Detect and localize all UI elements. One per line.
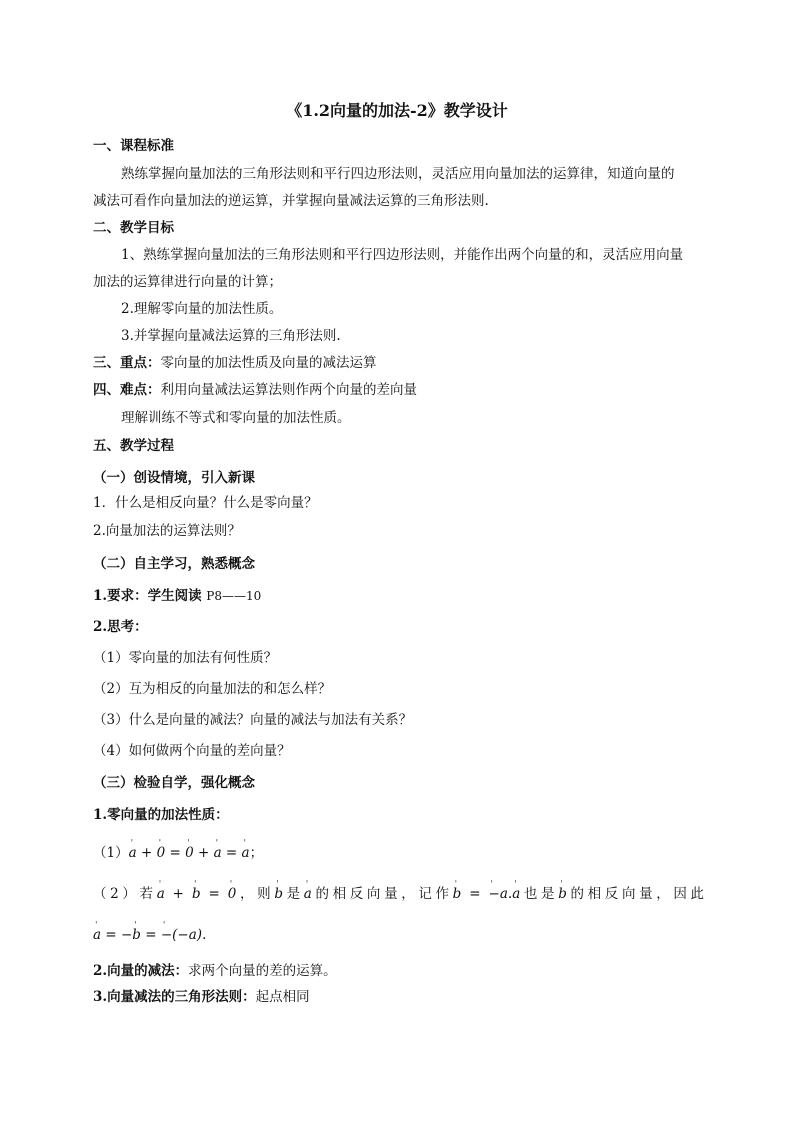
- vector-a: ' a: [512, 886, 520, 902]
- think-item-3: （3）什么是向量的减法？向量的减法与加法有关系？: [93, 712, 413, 728]
- vector-b: ' b: [558, 886, 567, 902]
- plus-sign: +: [193, 845, 214, 861]
- vector-a: ' a: [214, 845, 222, 861]
- difficulties-extra: 理解训练不等式和零向量的加法性质。: [121, 410, 351, 426]
- requirement-pages: P8——10: [206, 589, 262, 603]
- equals-sign: =: [221, 845, 242, 861]
- vector-b: ' b: [192, 886, 201, 902]
- think-label: 2.思考：: [93, 619, 148, 635]
- question-2: 2.向量加法的运算法则？: [93, 523, 241, 539]
- section-heading-curriculum: 一、课程标准: [93, 138, 174, 154]
- subtraction-row: [93, 961, 704, 981]
- part2-heading: （二）自主学习，熟悉概念: [93, 556, 255, 572]
- think-item-4: （4）如何做两个向量的差向量？: [93, 743, 291, 759]
- think-item-1: （1）零向量的加法有何性质？: [93, 650, 278, 666]
- requirement-row: [93, 586, 704, 606]
- question-1: 1．什么是相反向量？什么是零向量？: [93, 495, 318, 511]
- text-also: 也是: [520, 886, 559, 902]
- key-points-text: 零向量的加法性质及向量的减法运算: [160, 355, 377, 371]
- curriculum-para-line2: 减法可看作向量加法的逆运算，并掌握向量减法运算的三角形法则.: [93, 193, 489, 209]
- period: .: [507, 886, 513, 902]
- property-1-suffix: ；: [249, 845, 264, 861]
- goal1-line1: 1、熟练掌握向量加法的三角形法则和平行四边形法则，并能作出两个向量的和，灵活应用向量: [121, 247, 684, 263]
- goal1-line2: 加法的运算律进行向量的计算；: [93, 274, 282, 290]
- section-heading-key-points: 三、重点：: [93, 355, 161, 371]
- property-2-line2: [93, 925, 704, 945]
- equals-sign: =: [101, 927, 121, 943]
- equals-sign: =: [140, 927, 161, 943]
- goal2: 2.理解零向量的加法性质。: [121, 301, 283, 317]
- difficulties-text: 利用向量减法运算法则作两个向量的差向量: [160, 382, 417, 398]
- vector-a: ' a: [93, 927, 101, 943]
- triangle-rule-text: 起点相同: [255, 989, 310, 1005]
- property-2-prefix: （2）若: [93, 886, 157, 902]
- vector-a: ' a: [157, 886, 165, 902]
- part3-heading: （三）检验自学，强化概念: [93, 775, 255, 791]
- equals-sign: =: [461, 886, 489, 902]
- triangle-rule-label: 3.向量减法的三角形法则：: [93, 989, 256, 1005]
- subtraction-text: 求两个向量的差的运算。: [188, 963, 337, 979]
- vector-a: ' a: [304, 886, 312, 902]
- vector-a: ' a: [242, 845, 250, 861]
- vector-b: ' b: [274, 886, 283, 902]
- property-2-tail: .: [202, 927, 207, 943]
- requirement-label: 1.要求：学生阅读: [93, 588, 207, 604]
- minus-sign: −: [120, 927, 133, 943]
- negative-a: ' −a: [489, 886, 508, 902]
- document-title: 《1.2向量的加法-2》教学设计: [286, 101, 508, 120]
- key-points-row: [93, 353, 704, 373]
- vector-b: ' b: [453, 886, 462, 902]
- property-1-prefix: （1）: [93, 845, 129, 861]
- section-heading-process: 五、教学过程: [93, 438, 174, 454]
- text-denoted: 的相反向量，记作: [311, 886, 453, 902]
- difficulties-row: [93, 380, 704, 400]
- subtraction-label: 2.向量的减法：: [93, 963, 189, 979]
- zero-vector: ' 0: [157, 845, 166, 861]
- property-2-line1: [93, 884, 704, 904]
- plus-sign: +: [136, 845, 157, 861]
- text-then: ，则: [236, 886, 275, 902]
- equals-sign: =: [200, 886, 228, 902]
- section-heading-goals: 二、教学目标: [93, 220, 174, 236]
- zero-vector: ' 0: [228, 886, 237, 902]
- section-heading-difficulties: 四、难点：: [93, 382, 161, 398]
- part1-heading: （一）创设情境，引入新课: [93, 470, 255, 486]
- curriculum-para-line1: 熟练掌握向量加法的三角形法则和平行四边形法则，灵活应用向量加法的运算律，知道向量的: [121, 166, 675, 182]
- plus-sign: +: [164, 886, 192, 902]
- goal3: 3.并掌握向量减法运算的三角形法则.: [121, 328, 341, 344]
- property-1-row: [93, 843, 704, 863]
- zero-vector-label: 1.零向量的加法性质：: [93, 807, 229, 823]
- think-item-2: （2）互为相反的向量加法的和怎么样？: [93, 681, 332, 697]
- negative-negative-a: ' −(−a): [161, 927, 202, 943]
- zero-vector: ' 0: [185, 845, 194, 861]
- vector-a: ' a: [129, 845, 137, 861]
- equals-sign: =: [165, 845, 186, 861]
- vector-b: ' b: [132, 927, 141, 943]
- text-is: 是: [282, 886, 304, 902]
- text-therefore: 的相反向量，因此: [566, 886, 705, 902]
- triangle-rule-row: [93, 987, 704, 1007]
